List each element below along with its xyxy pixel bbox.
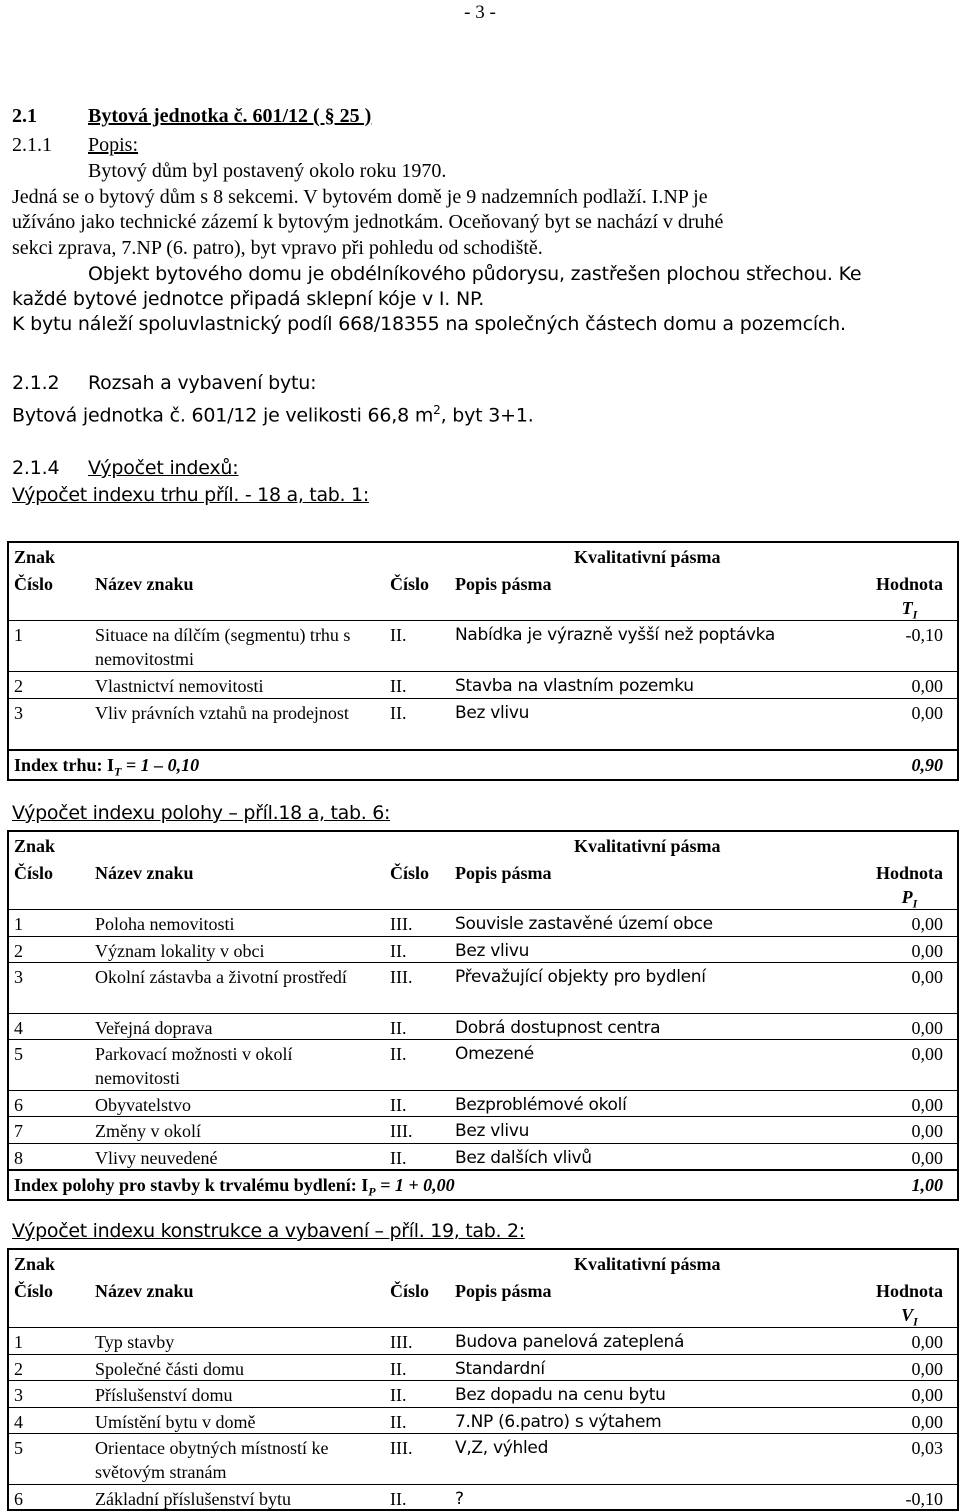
footer-label-text: Index trhu: I xyxy=(14,755,115,775)
row-description: V,Z, výhled xyxy=(455,1438,549,1458)
row-description: Omezené xyxy=(455,1044,534,1064)
row-value: 0,00 xyxy=(911,1018,943,1038)
header-cislo2: Číslo xyxy=(390,863,430,883)
header-hodnota xyxy=(876,1279,943,1334)
table2-header-row1 xyxy=(9,832,957,859)
footer-label-sub: P xyxy=(368,1184,376,1199)
row-level: III. xyxy=(390,1121,413,1141)
header-hodnota-label: Hodnota xyxy=(875,574,943,594)
table-row xyxy=(9,1039,957,1090)
row-description: Bez vlivu xyxy=(455,941,530,961)
rozsah-text-end: , byt 3+1. xyxy=(440,404,534,427)
header-cislo: Číslo xyxy=(14,574,54,594)
symbol-sub: I xyxy=(913,1314,918,1329)
row-number: 3 xyxy=(14,1385,23,1405)
rozsah-text xyxy=(12,398,534,427)
row-level: III. xyxy=(390,1332,413,1352)
popis-line-3: užíváno jako technické zázemí k bytovým jednotkám. Oceňovaný byt se nachází v druhé xyxy=(12,211,724,233)
popis-line-2: Jedná se o bytový dům s 8 sekcemi. V bytovém domě je 9 nadzemních podlaží. I.NP je xyxy=(12,186,708,208)
table2-footer-value: 1,00 xyxy=(911,1175,943,1195)
popis-line-7: K bytu náleží spoluvlastnický podíl 668/18355 na společných částech domu a pozemcích. xyxy=(12,313,846,335)
symbol-letter: P xyxy=(901,887,913,907)
row-level: III. xyxy=(390,1438,413,1458)
row-name: Poloha nemovitosti xyxy=(95,914,235,934)
table1-header-row1 xyxy=(9,543,957,570)
row-level: III. xyxy=(390,967,413,987)
row-level: II. xyxy=(390,625,407,645)
row-description: Bez dalších vlivů xyxy=(455,1148,592,1168)
rozsah-number: 2.1.2 xyxy=(12,372,60,394)
table1-footer xyxy=(9,749,957,779)
table2-title: Výpočet indexu polohy – příl.18 a, tab. 6: xyxy=(12,802,391,824)
row-name: Společné části domu xyxy=(95,1359,244,1379)
row-description: Dobrá dostupnost centra xyxy=(455,1018,661,1038)
row-name: Vliv právních vztahů na prodejnost xyxy=(95,703,349,723)
row-description: Nabídka je výrazně vyšší než poptávka xyxy=(455,625,775,645)
table2 xyxy=(7,830,959,1201)
table1-footer-label xyxy=(14,753,199,784)
row-number: 2 xyxy=(14,1359,23,1379)
table2-header-row2 xyxy=(9,859,957,909)
row-value: 0,00 xyxy=(911,1385,943,1405)
row-number: 8 xyxy=(14,1148,23,1168)
popis-heading xyxy=(12,133,138,157)
section-heading xyxy=(12,104,371,128)
table2-footer-label xyxy=(14,1173,455,1204)
row-number: 1 xyxy=(14,914,23,934)
header-hodnota xyxy=(876,572,943,627)
row-description: Souvisle zastavěné území obce xyxy=(455,914,713,934)
row-value: 0,00 xyxy=(911,1095,943,1115)
header-kvalitativni: Kvalitativní pásma xyxy=(574,836,721,856)
row-name: Základní příslušenství bytu xyxy=(95,1489,291,1509)
table3 xyxy=(7,1248,959,1511)
table-row xyxy=(9,1116,957,1143)
table1 xyxy=(7,541,959,781)
table-row xyxy=(9,1484,957,1509)
header-znak: Znak xyxy=(14,547,56,567)
row-name: Veřejná doprava xyxy=(95,1018,213,1038)
row-name: Typ stavby xyxy=(95,1332,175,1352)
header-znak: Znak xyxy=(14,1254,56,1274)
row-description: Bez vlivu xyxy=(455,1121,530,1141)
row-description: Stavba na vlastním pozemku xyxy=(455,676,694,696)
header-hodnota-label: Hodnota xyxy=(875,863,943,883)
row-value: 0,00 xyxy=(911,914,943,934)
table-row xyxy=(9,1143,957,1169)
row-description: Budova panelová zateplená xyxy=(455,1332,685,1352)
row-name: Obyvatelstvo xyxy=(95,1095,191,1115)
row-level: II. xyxy=(390,1489,407,1509)
popis-line-5: Objekt bytového domu je obdélníkového půdorysu, zastřešen plochou střechou. Ke xyxy=(88,263,862,285)
header-znak: Znak xyxy=(14,836,56,856)
row-name: Parkovací možnosti v okolí nemovitosti xyxy=(95,1044,293,1088)
popis-title: Popis: xyxy=(88,134,139,156)
row-value: 0,00 xyxy=(911,1044,943,1064)
row-level: II. xyxy=(390,1385,407,1405)
row-value: -0,10 xyxy=(905,1489,943,1509)
section-title: Bytová jednotka č. 601/12 ( § 25 ) xyxy=(88,105,372,127)
row-level: II. xyxy=(390,1148,407,1168)
rozsah-title: Rozsah a vybavení bytu: xyxy=(88,372,317,394)
footer-label-text: Index polohy pro stavby k trvalému bydlení: I xyxy=(14,1175,369,1195)
header-popis: Popis pásma xyxy=(455,1281,552,1301)
popis-line-4: sekci zprava, 7.NP (6. patro), byt vpravo při pohledu od schodiště. xyxy=(12,237,543,259)
header-symbol xyxy=(901,598,918,622)
row-number: 6 xyxy=(14,1489,23,1509)
table-row xyxy=(9,909,957,936)
row-name: Vlastnictví nemovitosti xyxy=(95,676,264,696)
row-description: Bez dopadu na cenu bytu xyxy=(455,1385,666,1405)
row-name: Význam lokality v obci xyxy=(95,941,265,961)
page-number: - 3 - xyxy=(464,2,496,23)
row-name: Okolní zástavba a životní prostředí xyxy=(95,967,347,987)
row-value: 0,00 xyxy=(911,1412,943,1432)
table1-body xyxy=(9,620,957,749)
row-level: III. xyxy=(390,914,413,934)
table3-title: Výpočet indexu konstrukce a vybavení – příl. 19, tab. 2: xyxy=(12,1220,525,1242)
table-row xyxy=(9,671,957,698)
symbol-letter: V xyxy=(901,1305,914,1325)
rozsah-text-main: Bytová jednotka č. 601/12 je velikosti 66,8 m xyxy=(12,404,434,427)
table-row xyxy=(9,620,957,671)
row-level: II. xyxy=(390,1018,407,1038)
header-nazev: Název znaku xyxy=(95,574,194,594)
header-cislo2: Číslo xyxy=(390,574,430,594)
row-name: Situace na dílčím (segmentu) trhu s nemovitostmi xyxy=(95,625,351,669)
table-row xyxy=(9,962,957,1013)
symbol-letter: T xyxy=(901,598,913,618)
table1-title: Výpočet indexu trhu příl. - 18 a, tab. 1: xyxy=(12,484,369,506)
row-level: II. xyxy=(390,1412,407,1432)
table-row xyxy=(9,698,957,749)
row-value: 0,00 xyxy=(911,703,943,723)
table-row xyxy=(9,1090,957,1116)
row-number: 7 xyxy=(14,1121,23,1141)
row-name: Orientace obytných místností ke světovým stranám xyxy=(95,1438,329,1482)
table2-footer xyxy=(9,1169,957,1199)
popis-line-6: každé bytové jednotce připadá sklepní kóje v I. NP. xyxy=(12,288,485,310)
table-row xyxy=(9,1354,957,1380)
footer-formula: = 1 – 0,10 xyxy=(121,755,200,775)
rozsah-sup: 2 xyxy=(433,403,441,417)
row-value: 0,00 xyxy=(911,1359,943,1379)
row-number: 1 xyxy=(14,1332,23,1352)
header-cislo: Číslo xyxy=(14,1281,54,1301)
table1-header-row2 xyxy=(9,570,957,620)
row-number: 4 xyxy=(14,1412,23,1432)
row-name: Změny v okolí xyxy=(95,1121,201,1141)
footer-label-sub: T xyxy=(114,764,122,779)
table-row xyxy=(9,1327,957,1354)
row-description: Převažující objekty pro bydlení xyxy=(455,967,706,987)
row-number: 3 xyxy=(14,703,23,723)
vypocet-heading xyxy=(12,456,238,480)
row-number: 4 xyxy=(14,1018,23,1038)
section-number: 2.1 xyxy=(12,105,37,127)
header-nazev: Název znaku xyxy=(95,863,194,883)
popis-number: 2.1.1 xyxy=(12,134,52,156)
table-row xyxy=(9,1433,957,1484)
row-number: 5 xyxy=(14,1438,23,1458)
table3-header-row1 xyxy=(9,1250,957,1277)
row-level: II. xyxy=(390,1044,407,1064)
row-description: Bez vlivu xyxy=(455,703,530,723)
vypocet-title: Výpočet indexů: xyxy=(88,457,239,479)
header-kvalitativni: Kvalitativní pásma xyxy=(574,547,721,567)
row-value: 0,00 xyxy=(911,1121,943,1141)
row-value: 0,00 xyxy=(911,941,943,961)
header-popis: Popis pásma xyxy=(455,574,552,594)
row-description: Standardní xyxy=(455,1359,545,1379)
row-value: 0,03 xyxy=(911,1438,943,1458)
row-number: 1 xyxy=(14,625,23,645)
table-row xyxy=(9,1407,957,1433)
table3-header-row2 xyxy=(9,1277,957,1327)
popis-line-1: Bytový dům byl postavený okolo roku 1970. xyxy=(88,160,447,182)
symbol-sub: I xyxy=(912,607,918,622)
table-row xyxy=(9,1380,957,1407)
header-hodnota-label: Hodnota xyxy=(875,1281,943,1301)
header-hodnota xyxy=(876,861,943,916)
table1-footer-value: 0,90 xyxy=(911,755,943,775)
row-name: Příslušenství domu xyxy=(95,1385,233,1405)
row-value: 0,00 xyxy=(911,1332,943,1352)
header-symbol xyxy=(901,1305,918,1329)
row-name: Umístění bytu v domě xyxy=(95,1412,256,1432)
row-number: 3 xyxy=(14,967,23,987)
table3-body xyxy=(9,1327,957,1509)
row-level: II. xyxy=(390,703,407,723)
rozsah-heading xyxy=(12,371,316,395)
row-level: II. xyxy=(390,676,407,696)
row-description: Bezproblémové okolí xyxy=(455,1095,627,1115)
row-level: II. xyxy=(390,1359,407,1379)
row-name: Vlivy neuvedené xyxy=(95,1148,218,1168)
header-nazev: Název znaku xyxy=(95,1281,194,1301)
row-value: -0,10 xyxy=(905,625,943,645)
table2-body xyxy=(9,909,957,1169)
row-number: 5 xyxy=(14,1044,23,1064)
header-popis: Popis pásma xyxy=(455,863,552,883)
row-value: 0,00 xyxy=(911,967,943,987)
header-cislo2: Číslo xyxy=(390,1281,430,1301)
table-row xyxy=(9,936,957,962)
row-number: 2 xyxy=(14,941,23,961)
header-symbol xyxy=(901,887,918,911)
table-row xyxy=(9,1013,957,1039)
row-value: 0,00 xyxy=(911,676,943,696)
row-number: 6 xyxy=(14,1095,23,1115)
row-description: 7.NP (6.patro) s výtahem xyxy=(455,1412,662,1432)
row-level: II. xyxy=(390,941,407,961)
row-number: 2 xyxy=(14,676,23,696)
vypocet-number: 2.1.4 xyxy=(12,457,60,479)
row-value: 0,00 xyxy=(911,1148,943,1168)
footer-formula: = 1 + 0,00 xyxy=(375,1175,455,1195)
symbol-sub: I xyxy=(912,896,918,911)
row-description: ? xyxy=(455,1489,464,1509)
header-cislo: Číslo xyxy=(14,863,54,883)
header-kvalitativni: Kvalitativní pásma xyxy=(574,1254,721,1274)
row-level: II. xyxy=(390,1095,407,1115)
